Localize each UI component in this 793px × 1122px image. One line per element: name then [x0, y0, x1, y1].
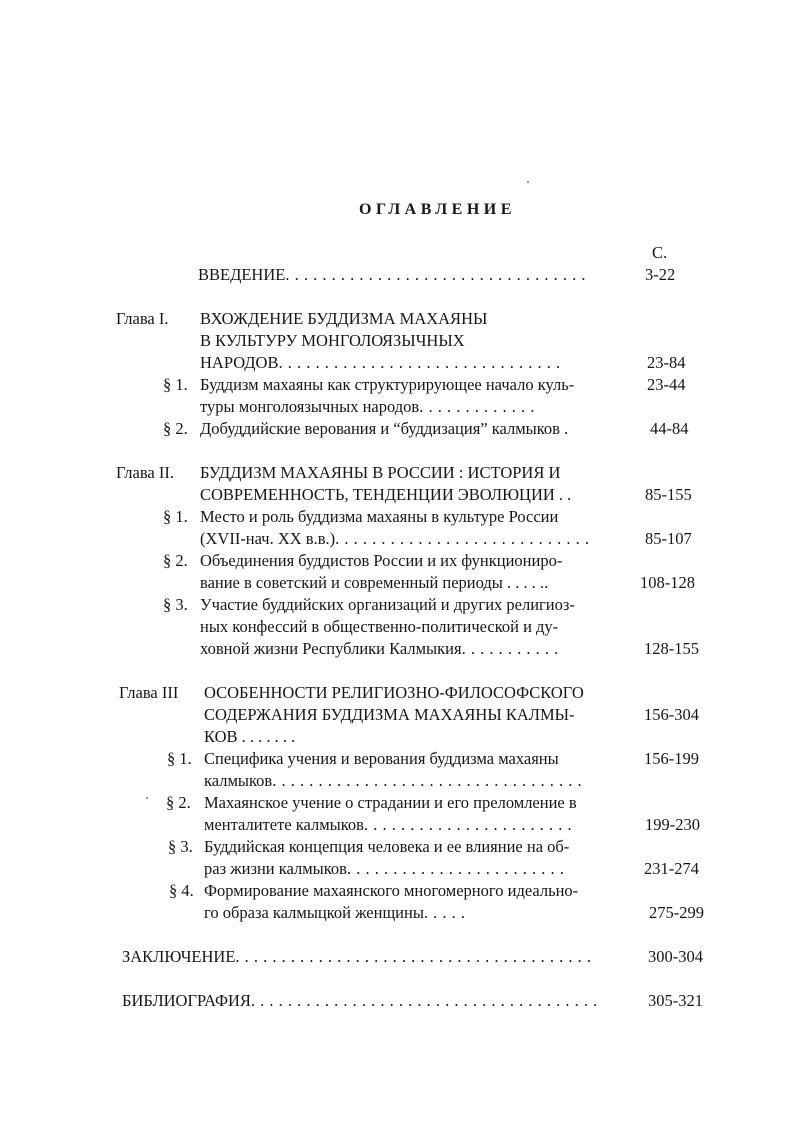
section-title-line: Участие буддийских организаций и других религиоз- [200, 595, 575, 614]
section-number: § 3. [163, 595, 188, 614]
section-title-text: калмыков [204, 771, 273, 790]
dot-leader: . . . . . . . . . . . . . . . . . . . . . . . . . . . . . . . . . . . . . . [250, 991, 598, 1010]
chapter-label: Глава III [119, 683, 179, 702]
dot-leader: . . . . . . . . . . . . . [419, 397, 535, 416]
section-title-line: ных конфессий в общественно-политической и ду- [200, 617, 559, 636]
section-title-line: Махаянское учение о страдании и его преломление в [204, 793, 577, 812]
section-title-line: Место и роль буддизма махаяны в культуре России [200, 507, 559, 526]
chapter-label: Глава II. [116, 463, 174, 482]
dot-leader: . . . . . . . . . . . . . . . . . . . . . . . . [346, 859, 565, 878]
section-title-line [204, 815, 572, 835]
toc-page-number: 300-304 [648, 947, 703, 966]
dot-leader: . . . . . [423, 903, 466, 922]
toc-entry-label: ЗАКЛЮЧЕНИЕ [122, 947, 236, 966]
section-number: § 2. [166, 793, 191, 812]
dot-leader: . . . . . . . . . . . . . . . . . . . . . . . . . . . . . . . . . [285, 265, 586, 284]
section-title-text: го образа калмыцкой женщины [204, 903, 424, 922]
section-title-line: Буддийская концепция человека и ее влияние на об- [204, 837, 570, 856]
toc-page-number: 231-274 [644, 859, 699, 878]
page-column-header: С. [652, 243, 668, 262]
dot-leader: . . . . . . . . . . . . . . . . . . . . . . . [363, 815, 573, 834]
dot-leader: . . . . . . . . . . . . . . . . . . . . . . . . . . . . [335, 529, 590, 548]
section-number: § 1. [167, 749, 192, 768]
toc-page-number: 3-22 [645, 265, 676, 284]
chapter-title-line: КОВ . . . . . . . [204, 727, 296, 746]
section-title-line [200, 397, 535, 417]
toc-entry-label: БИБЛИОГРАФИЯ [122, 991, 251, 1010]
toc-page-number: 305-321 [648, 991, 703, 1010]
toc-page-number: 44-84 [650, 419, 689, 438]
section-title-line: Формирование махаянского многомерного идеально- [204, 881, 579, 900]
section-title-line [200, 529, 590, 549]
chapter-title-line: ВХОЖДЕНИЕ БУДДИЗМА МАХАЯНЫ [200, 309, 488, 328]
section-title-text: (XVII-нач. XX в.в.) [200, 529, 336, 548]
section-number: § 3. [168, 837, 193, 856]
section-title-line [204, 859, 564, 879]
dot-leader: . . . . . . . . . . . [461, 639, 559, 658]
toc-entry-label: ВВЕДЕНИЕ [198, 265, 286, 284]
dot-leader: . . . . . . . . . . . . . . . . . . . . . . . . . . . . . . . [278, 353, 561, 372]
section-title-line: Специфика учения и верования буддизма махаяны [204, 749, 559, 768]
section-title-line: Буддизм махаяны как структурирующее начало куль- [200, 375, 575, 394]
section-title-line [200, 639, 559, 659]
dot-leader: . . . . . . . . . . . . . . . . . . . . . . . . . . . . . . . . . . . . . . . [235, 947, 592, 966]
page-title: ОГЛАВЛЕНИЕ [359, 201, 516, 218]
toc-page-number: 23-84 [647, 353, 686, 372]
dot-leader: . . . . . . . . . . . . . . . . . . . . . . . . . . . . . . . . . . [272, 771, 583, 790]
chapter-title-line: СОДЕРЖАНИЯ БУДДИЗМА МАХАЯНЫ КАЛМЫ- [204, 705, 575, 724]
toc-page-number: 85-155 [645, 485, 692, 504]
chapter-title-line: В КУЛЬТУРУ МОНГОЛОЯЗЫЧНЫХ [200, 331, 465, 350]
chapter-title-text: НАРОДОВ [200, 353, 279, 372]
scan-speck [146, 797, 148, 799]
section-title-text: менталитете калмыков [204, 815, 364, 834]
scan-speck [527, 181, 529, 183]
toc-page-number: 156-199 [644, 749, 699, 768]
toc-page-number: 85-107 [645, 529, 692, 548]
section-title-line [204, 771, 582, 791]
chapter-title-line [200, 353, 561, 373]
section-title-line [204, 903, 466, 923]
section-title-text: туры монголоязычных народов [200, 397, 420, 416]
toc-page-number: 128-155 [644, 639, 699, 658]
toc-page-number: 199-230 [645, 815, 700, 834]
section-title-line: Объединения буддистов России и их функциониро- [200, 551, 563, 570]
toc-page-number: 108-128 [640, 573, 695, 592]
chapter-label: Глава I. [116, 309, 169, 328]
toc-entry-bibliography [122, 991, 598, 1011]
section-title-text: ховной жизни Республики Калмыкия [200, 639, 462, 658]
toc-entry-intro [198, 265, 586, 285]
section-number: § 4. [169, 881, 194, 900]
section-title-line: Добуддийские верования и “буддизация” калмыков . [200, 419, 569, 438]
toc-page-number: 156-304 [644, 705, 699, 724]
toc-page-number: 275-299 [649, 903, 704, 922]
section-number: § 2. [163, 551, 188, 570]
section-title-text: раз жизни калмыков [204, 859, 347, 878]
toc-entry-conclusion [122, 947, 592, 967]
chapter-title-line: ОСОБЕННОСТИ РЕЛИГИОЗНО-ФИЛОСОФСКОГО [204, 683, 584, 702]
chapter-title-line: СОВРЕМЕННОСТЬ, ТЕНДЕНЦИИ ЭВОЛЮЦИИ . . [200, 485, 572, 504]
chapter-title-line: БУДДИЗМ МАХАЯНЫ В РОССИИ : ИСТОРИЯ И [200, 463, 561, 482]
section-number: § 1. [163, 375, 188, 394]
section-title-line: вание в советский и современный периоды . . . . .. [200, 573, 549, 592]
section-number: § 1. [163, 507, 188, 526]
section-number: § 2. [163, 419, 188, 438]
toc-page-number: 23-44 [647, 375, 686, 394]
